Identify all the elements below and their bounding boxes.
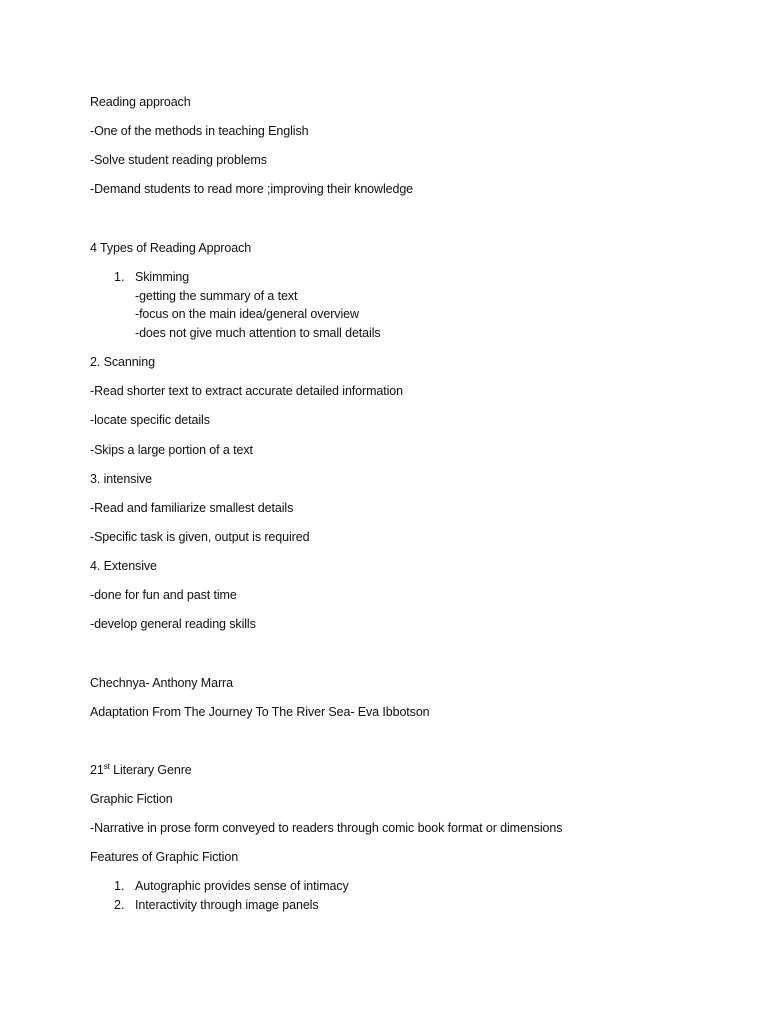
heading-suffix: Literary Genre <box>109 763 192 777</box>
literary-work: Adaptation From The Journey To The River Sea- Eva Ibbotson <box>90 705 430 719</box>
list-number: 1. <box>114 270 125 284</box>
heading-superscript: st <box>103 761 110 771</box>
feature-item: Autographic provides sense of intimacy <box>135 879 349 893</box>
literary-work: Chechnya- Anthony Marra <box>90 676 233 690</box>
features-heading: Features of Graphic Fiction <box>90 850 239 864</box>
skimming-title: Skimming <box>135 270 190 284</box>
intensive-point: -Read and familiarize smallest details <box>90 501 294 515</box>
skimming-point: -getting the summary of a text <box>135 289 298 303</box>
heading-prefix: 21 <box>90 763 104 777</box>
scanning-title: 2. Scanning <box>90 355 155 369</box>
types-heading: 4 Types of Reading Approach <box>90 241 252 255</box>
genre-name: Graphic Fiction <box>90 792 173 806</box>
scanning-point: -Read shorter text to extract accurate detailed information <box>90 384 404 398</box>
genre-definition: -Narrative in prose form conveyed to readers through comic book format or dimensions <box>90 821 563 835</box>
scanning-point: -locate specific details <box>90 413 210 427</box>
scanning-point: -Skips a large portion of a text <box>90 443 253 457</box>
feature-item: Interactivity through image panels <box>135 898 319 912</box>
genre-century-heading <box>90 762 192 778</box>
list-number: 2. <box>114 898 125 912</box>
reading-approach-point: -Solve student reading problems <box>90 153 267 167</box>
reading-approach-heading: Reading approach <box>90 95 191 109</box>
intensive-point: -Specific task is given, output is required <box>90 530 310 544</box>
reading-approach-point: -Demand students to read more ;improving their knowledge <box>90 182 414 196</box>
intensive-title: 3. intensive <box>90 472 153 486</box>
extensive-point: -develop general reading skills <box>90 617 256 631</box>
extensive-point: -done for fun and past time <box>90 588 237 602</box>
skimming-point: -does not give much attention to small details <box>135 326 381 340</box>
extensive-title: 4. Extensive <box>90 559 157 573</box>
list-number: 1. <box>114 879 125 893</box>
reading-approach-point: -One of the methods in teaching English <box>90 124 309 138</box>
skimming-point: -focus on the main idea/general overview <box>135 307 359 321</box>
